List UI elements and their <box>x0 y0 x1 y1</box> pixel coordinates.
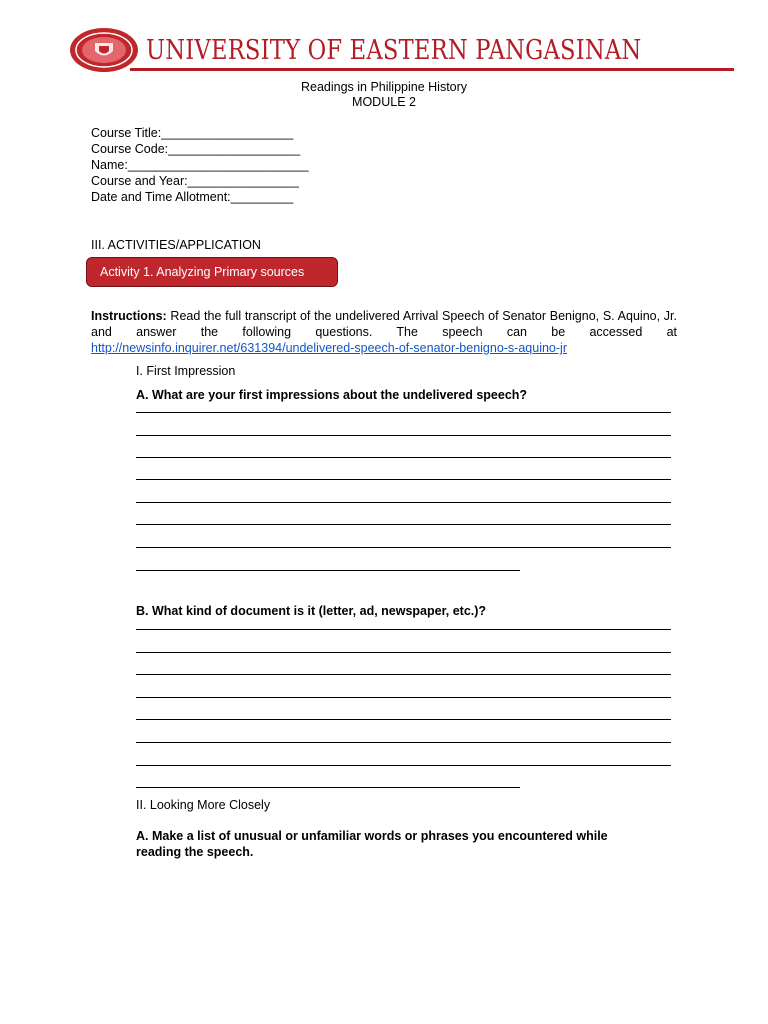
instructions-text: Read the full transcript of the undelivered Arrival Speech of Senator Benigno, S. Aquino, Jr. and answer the following questions. The speech can be accessed at <box>91 309 677 339</box>
module-label: MODULE 2 <box>352 95 416 109</box>
answer-line[interactable] <box>136 502 671 503</box>
answer-line[interactable] <box>136 412 671 413</box>
answer-line[interactable] <box>136 765 671 766</box>
answer-line[interactable] <box>136 479 671 480</box>
university-seal-icon <box>69 27 139 73</box>
answer-line[interactable] <box>136 787 520 788</box>
speech-link[interactable]: http://newsinfo.inquirer.net/631394/undelivered-speech-of-senator-benigno-s-aquino-jr <box>91 341 567 355</box>
part1-heading: I. First Impression <box>136 364 236 378</box>
answer-line[interactable] <box>136 652 671 653</box>
question-1b: B. What kind of document is it (letter, ad, newspaper, etc.)? <box>136 604 487 618</box>
instructions-paragraph <box>91 308 677 356</box>
answer-line[interactable] <box>136 629 671 630</box>
answer-line[interactable] <box>136 674 671 675</box>
answer-line[interactable] <box>136 547 671 548</box>
answer-line[interactable] <box>136 435 671 436</box>
part2-heading: II. Looking More Closely <box>136 798 271 812</box>
university-name: UNIVERSITY OF EASTERN PANGASINAN <box>146 35 642 66</box>
activity-banner: Activity 1. Analyzing Primary sources <box>86 257 338 287</box>
section-heading: III. ACTIVITIES/APPLICATION <box>91 238 261 252</box>
answer-line[interactable] <box>136 570 520 571</box>
answer-line[interactable] <box>136 697 671 698</box>
answer-line[interactable] <box>136 742 671 743</box>
course-heading: Readings in Philippine History <box>300 80 468 94</box>
date-time-field[interactable]: Date and Time Allotment:_________ <box>91 190 294 204</box>
course-title-field[interactable]: Course Title:___________________ <box>91 126 294 140</box>
header-divider <box>130 68 734 71</box>
answer-line[interactable] <box>136 719 671 720</box>
course-year-field[interactable]: Course and Year:________________ <box>91 174 299 188</box>
question-1a: A. What are your first impressions about the undelivered speech? <box>136 388 528 402</box>
name-field[interactable]: Name:__________________________ <box>91 158 309 172</box>
question-2a: A. Make a list of unusual or unfamiliar words or phrases you encountered while reading the speech. <box>136 829 608 859</box>
answer-line[interactable] <box>136 524 671 525</box>
instructions-label: Instructions: <box>91 309 167 323</box>
course-code-field[interactable]: Course Code:___________________ <box>91 142 301 156</box>
answer-line[interactable] <box>136 457 671 458</box>
